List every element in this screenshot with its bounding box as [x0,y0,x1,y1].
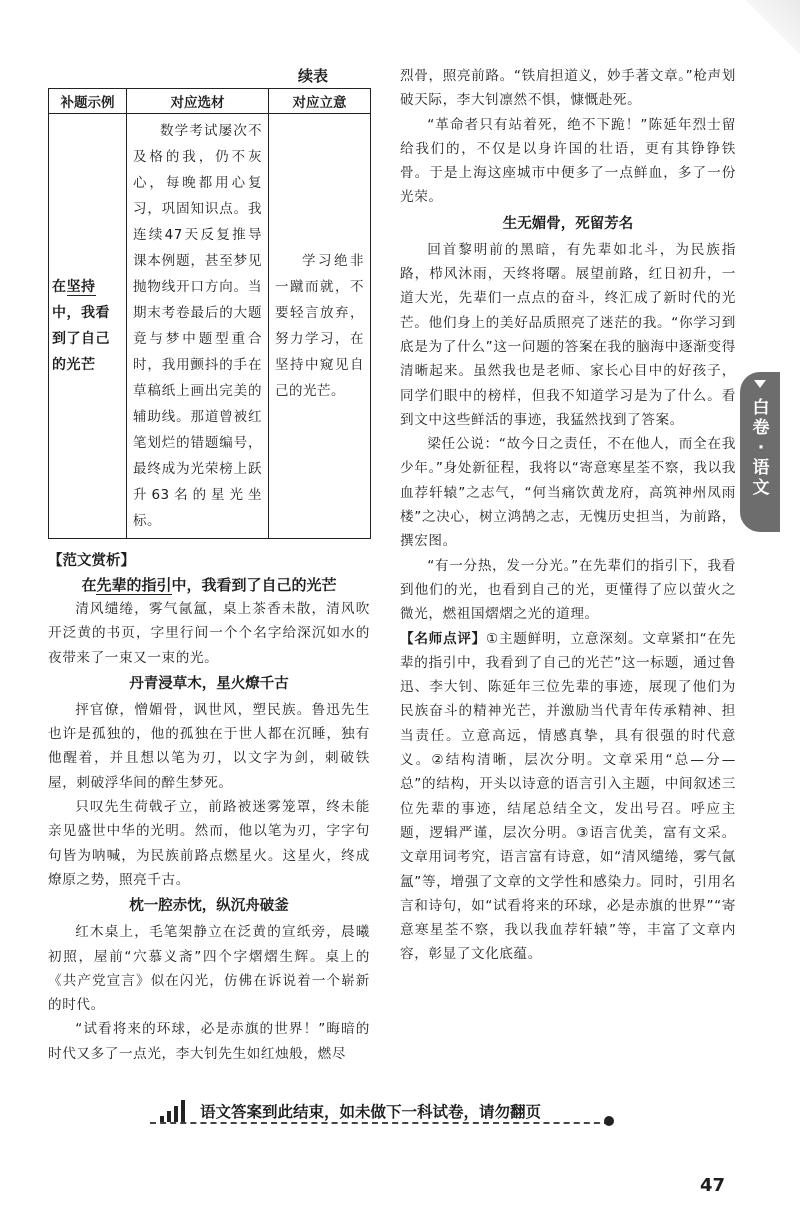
essay-title-pre: 在 [81,576,97,594]
example-text-pre: 在 [52,279,67,295]
side-tab-label: 白卷·语文 [752,398,770,498]
page-number: 47 [700,1175,726,1196]
essay-title-underlined: 先辈的指引 [96,576,172,594]
table-row [49,114,371,539]
left-column [48,64,370,1066]
subheading-2: 枕一腔赤忱，纵沉舟破釜 [129,898,289,915]
page-corner-shadow [740,0,800,60]
example-text-underlined: 坚持 [66,279,96,295]
essay-title [48,573,370,597]
right-column [400,64,736,967]
triangle-down-icon [754,380,766,388]
subheading-1: 丹青浸草木，星火燎千古 [129,675,289,692]
table-caption: 续表 [297,67,328,85]
table-header-material: 对应选材 [127,89,269,114]
footer-divider [150,1122,610,1124]
comment-text: ①主题鲜明，立意深刻。文章紧扣“在先辈的指引中，我看到了自己的光芒”这一标题，通过鲁迅、李大钊、陈延年三位先辈的事迹，展现了他们为民族奋斗的精神光芒，并激励当代青年传承精神、担当责任。立意高远，情感真挚，具有很强的时代意义。②结构清晰，层次分明。文章采用“总—分—总”的结构，开头以诗意的语言引入主题，中间叙述三位先辈的事迹，结尾总结全文，发出号召。呼应主题，逻辑严谨，层次分明。③语言优美，富有文采。文章用词考究，语言富有诗意，如“清风缱绻，雾气氤氲”等，增强了文章的文学性和感染力。同时，引用名言和诗句，如“试看将来的环球，必是赤旗的世界”“寄意寒星荃不察，我以我血荐轩辕”等，丰富了文章内容，彰显了文化底蕴。 [400,630,736,963]
essay-paragraph: “有一分热，发一分光。”在先辈们的指引下，我看到他们的光，也看到自己的光，更懂得了应以萤火之微光，燃祖国熠熠之光的道理。 [400,557,736,623]
table-cell-point: 学习绝非一蹴而就，不要轻言放弃，努力学习，在坚持中窥见自己的光芒。 [269,114,371,539]
essay-paragraph: 梁任公说：“故今日之责任，不在他人，而全在我少年。”身处新征程，我将以“寄意寒星荃不察，我以我血荐轩辕”之志气，“何当痛饮黄龙府，高筑神州凤雨楼”之决心，树立鸿鹄之志，无愧历史担当，为前路，撰宏图。 [400,436,736,550]
table-header-point: 对应立意 [269,89,371,114]
table-header-example: 补题示例 [49,89,127,114]
essay-paragraph: 红木桌上，毛笔架静立在泛黄的宣纸旁，晨曦初照，屋前“穴慕义斋”四个字熠熠生辉。桌上的《共产党宣言》似在闪光，仿佛在诉说着一个崭新的时代。 [48,924,370,1014]
section-tag-essay: 【范文赏析】 [48,553,135,569]
essay-paragraph: “试看将来的环球，必是赤旗的世界！”晦暗的时代又多了一点光，李大钊先生如红烛般，燃尽 [48,1021,370,1062]
example-text-post: 中，我看到了自己的光芒 [52,305,110,373]
teacher-comment [400,627,736,967]
subheading-3: 生无媚骨，死留芳名 [502,215,634,232]
comment-label: 【名师点评】 [400,630,487,647]
essay-paragraph-continued: 烈骨，照亮前路。“铁肩担道义，妙手著文章。”枪声划破天际，李大钊凛然不惧，慷慨赴死。 [400,68,736,109]
table-cell-material: 数学考试屡次不及格的我，仍不灰心，每晚都用心复习，巩固知识点。我连续47天反复推导课本例题，甚至梦见抛物线开口方向。当期末考卷最后的大题竟与梦中题型重合时，我用颤抖的手在草稿纸上画出完美的辅助线。那道曾被红笔划烂的错题编号，最终成为光荣榜上跃升63名的星光坐标。 [127,114,269,539]
essay-paragraph: 回首黎明前的黑暗，有先辈如北斗，为民族指路，栉风沐雨，天终将曙。展望前路，红日初升，一道大光，先辈们一点点的奋斗，终汇成了新时代的光芒。他们身上的美好品质照亮了迷茫的我。“你学习到底是为了什么”这一问题的答案在我的脑海中逐渐变得清晰起来。虽然我也是老师、家长心目中的好孩子，同学们眼中的榜样，但我不知道学习是为了什么。看到文中这些鲜活的事迹，我猛然找到了答案。 [400,241,736,428]
essay-paragraph: “革命者只有站着死，绝不下跪！”陈延年烈士留给我们的，不仅是以身许国的壮语，更有其铮铮铁骨。于是上海这座城市中便多了一点鲜血，多了一份光荣。 [400,116,736,206]
subject-side-tab [740,372,780,532]
bar-graph-icon [160,1100,190,1122]
table-cell-example [49,114,127,539]
essay-paragraph: 只叹先生荷戟孑立，前路被迷雾笼罩，终未能亲见盛世中华的光明。然而，他以笔为刃，字字句句皆为呐喊，为民族前路点燃星火。这星火，终成燎原之势，照亮千古。 [48,799,370,888]
topic-table [48,88,371,539]
essay-paragraph: 抨官僚，憎媚骨，讽世风，塑民族。鲁迅先生也许是孤独的，他的孤独在于世人都在沉睡，独有他醒着，并且想以笔为刃，以文字为剑，刺破铁屋，刺破浮华间的醉生梦死。 [48,701,370,791]
essay-title-post: 中，我看到了自己的光芒 [171,576,337,594]
essay-intro: 清风缱绻，雾气氤氲，桌上茶香未散，清风吹开泛黄的书页，字里行间一个个名字给深沉如水的夜带来了一束又一束的光。 [48,601,370,666]
table-header-row [49,89,371,114]
footer-dot [604,1116,614,1126]
footer-notice: 语文答案到此结束，如未做下一科试卷，请勿翻页 [200,1103,542,1121]
